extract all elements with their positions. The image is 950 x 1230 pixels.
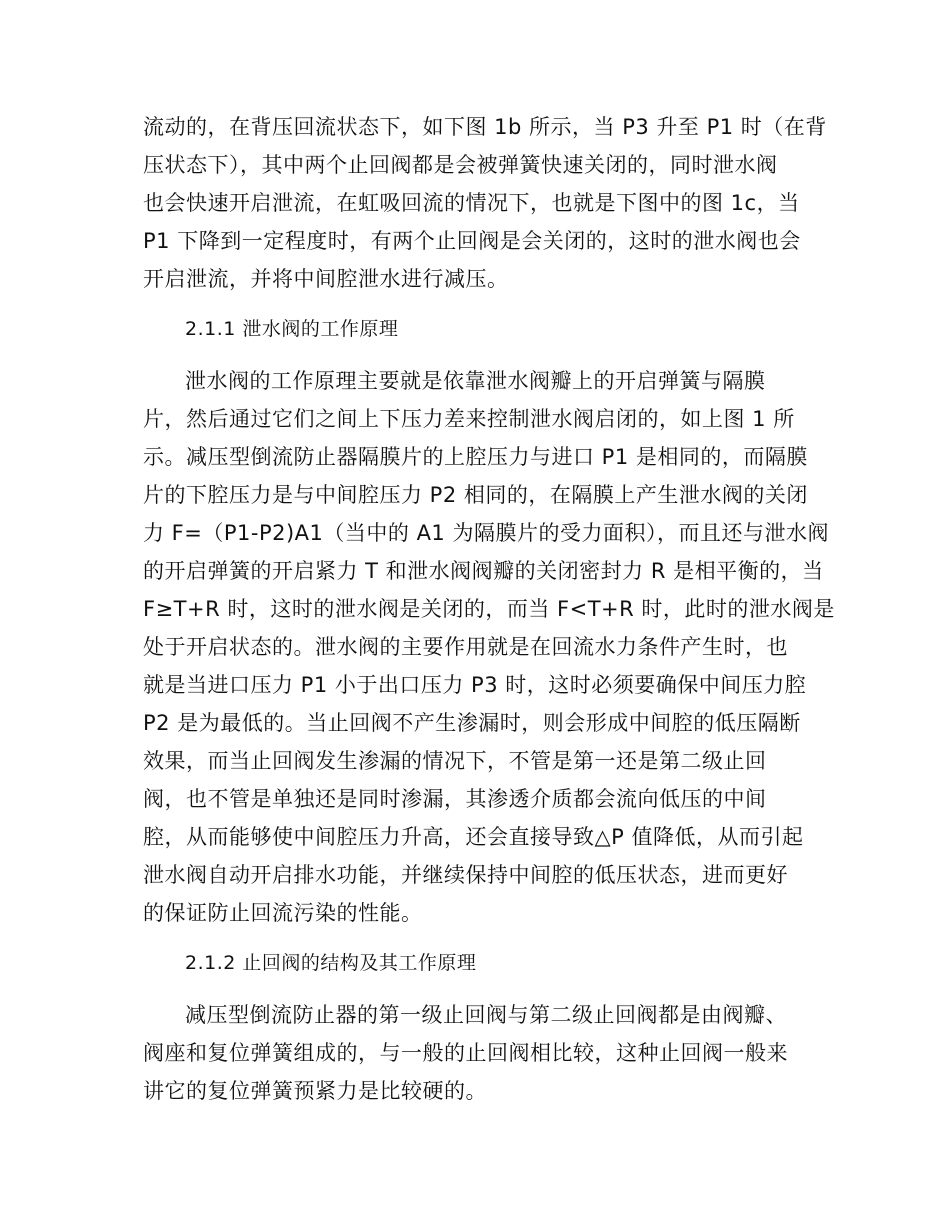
paragraph-line: 示。减压型倒流防止器隔膜片的上腔压力与进口 P1 是相同的，而隔膜 <box>143 445 808 469</box>
paragraph-line: 的保证防止回流污染的性能。 <box>143 901 423 925</box>
paragraph-line: 泄水阀自动开启排水功能，并继续保持中间腔的低压状态，进而更好 <box>143 863 788 887</box>
paragraph-line: 讲它的复位弹簧预紧力是比较硬的。 <box>143 1079 487 1103</box>
paragraph-line: 处于开启状态的。泄水阀的主要作用就是在回流水力条件产生时，也 <box>143 635 788 659</box>
paragraph-line: P1 下降到一定程度时，有两个止回阀是会关闭的，这时的泄水阀也会 <box>143 229 801 253</box>
section-heading-2-1-2: 2.1.2 止回阀的结构及其工作原理 <box>185 952 477 974</box>
paragraph-line: 流动的，在背压回流状态下，如下图 1b 所示，当 P3 升至 P1 时（在背 <box>143 115 827 139</box>
paragraph-line: 阀座和复位弹簧组成的，与一般的止回阀相比较，这种止回阀一般来 <box>143 1041 788 1065</box>
paragraph-line: 泄水阀的工作原理主要就是依靠泄水阀瓣上的开启弹簧与隔膜 <box>185 369 766 393</box>
paragraph-line: 开启泄流，并将中间腔泄水进行减压。 <box>143 267 509 291</box>
paragraph-line: 就是当进口压力 P1 小于出口压力 P3 时，这时必须要确保中间压力腔 <box>143 673 807 697</box>
paragraph-line: 力 F=（P1-P2)A1（当中的 A1 为隔膜片的受力面积），而且还与泄水阀 <box>143 521 829 545</box>
paragraph-line: F≥T+R 时，这时的泄水阀是关闭的，而当 F<T+R 时，此时的泄水阀是 <box>143 597 835 621</box>
paragraph-line: 效果，而当止回阀发生渗漏的情况下，不管是第一还是第二级止回 <box>143 749 767 773</box>
paragraph-line: 片，然后通过它们之间上下压力差来控制泄水阀启闭的，如上图 1 所 <box>143 407 795 431</box>
paragraph-line: 也会快速开启泄流，在虹吸回流的情况下，也就是下图中的图 1c，当 <box>143 191 800 215</box>
paragraph-line: 的开启弹簧的开启紧力 T 和泄水阀阀瓣的关闭密封力 R 是相平衡的，当 <box>143 559 824 583</box>
section-heading-2-1-1: 2.1.1 泄水阀的工作原理 <box>185 318 399 340</box>
paragraph-line: P2 是为最低的。当止回阀不产生渗漏时，则会形成中间腔的低压隔断 <box>143 711 801 735</box>
paragraph-line: 减压型倒流防止器的第一级止回阀与第二级止回阀都是由阀瓣、 <box>185 1003 787 1027</box>
paragraph-line: 阀，也不管是单独还是同时渗漏，其渗透介质都会流向低压的中间 <box>143 787 767 811</box>
paragraph-line: 腔，从而能够使中间腔压力升高，还会直接导致△P 值降低，从而引起 <box>143 825 804 849</box>
paragraph-line: 压状态下），其中两个止回阀都是会被弹簧快速关闭的，同时泄水阀 <box>143 153 778 177</box>
paragraph-line: 片的下腔压力是与中间腔压力 P2 相同的，在隔膜上产生泄水阀的关闭 <box>143 483 808 507</box>
